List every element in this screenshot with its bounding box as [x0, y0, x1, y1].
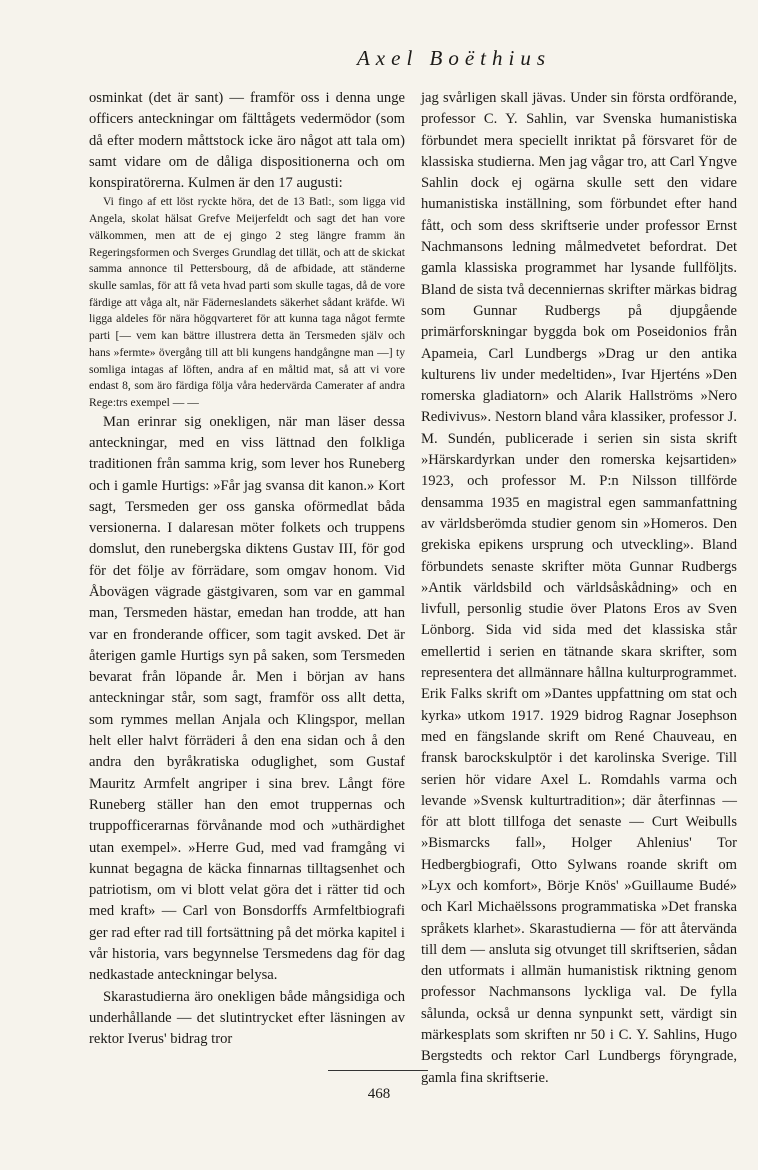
page-number: 468	[367, 1086, 391, 1102]
body-paragraph: Skarastudierna äro onekligen både mångsidiga och underhållande — det slutintrycket efter läsningen av rektor Iverus' bidrag tror	[89, 988, 405, 1048]
body-paragraph: osminkat (det är sant) — framför oss i denna unge officers anteckningar om fälttågets vedermödor (som då efter modern måttstock icke äro något att tala om) samt vidare om de dåliga dispositionerna och om konspiratörerna. Kulmen är den 17 augusti:	[89, 90, 405, 192]
right-column	[421, 88, 737, 1089]
body-paragraph: Man erinrar sig onekligen, när man läser dessa anteckningar, med en viss lättnad den folkliga traditionen från samma krig, som lever hos Runeberg och i gamle Hurtigs: »Får jag svansa dit kanon.» Kort sagt, Tersmeden ger oss ganska oförmedlat båda versionerna. I dalaresan möter folkets och truppens domslut, den runebergska diktens Gustav III, för god för det följe av förrädare, som omgav honom. Vid Åbovägen vägrade gästgivaren, som var en gammal man, Tersmeden hästar, emedan han trodde, att han var en fronderande officer, som tagit avsked. Det är återigen gamle Hurtigs syn på saken, som Tersmeden bevarat från löpande år. Men i början av hans anteckningar står, som sagt, framför oss allt detta, som rymmes mellan Anjala och Klingspor, mellan helt eller halvt förräderi å den ena sidan och å den andra den byråkratiska oduglighet, som Gustaf Mauritz Armfelt angriper i sina brev. Långt före Runeberg ställer han den emot truppernas och truppofficerarnas förvånande mod och »uthärdighet utan exempel». »Herre Gud, med vad framgång vi kunnat begagna de käcka finnarnas tilltagsenhet och patriotism, om vi blott velat göra det i rätter tid och med kraft» — Carl von Bonsdorffs Armfeltbiografi ger rad efter rad till fortsättning på det mörka kapitel i vår historia, vars begynnelse Tersmedens dag för dag nedkastade anteckningar belysa.	[89, 413, 405, 984]
block-quote: Vi fingo af ett löst ryckte höra, det de 13 Batl:, som ligga vid Angela, skolat hälsat Grefve Meijerfeldt och sagt det han vore välkommen, men att de ej gingo 2 steg längre framm än Regeringsformen och Sverges Grundlag det tillät, och att de skickat samma annonce til Pettersbourg, då de afbidade, att ständerne skulle samlas, för att få veta hvad parti som skulle tagas, då de vore färdige att våga alt, när Fäderneslandets säkerhet sådant kräfde. Wi ligga aldeles för nära högqvarteret för att kunna taga något fermte parti [— vem kan bättre illustrera detta än Tersmeden själv och hans »fermte» övergång till att bli kungens handgångne man —] ty somliga intagas af löften, andra af en måltid mat, så att vi vore endast 8, som äro färdiga följa våra hedervärda Camerater af andra Rege:trs exempel — —	[89, 195, 405, 409]
running-title: Axel Boëthius	[356, 46, 552, 70]
left-column	[89, 88, 405, 1051]
body-paragraph: jag svårligen skall jävas. Under sin första ordförande, professor C. Y. Sahlin, var Svenska humanistiska förbundet mera speciellt inriktat på försvaret för de klassiska studierna. Men jag vågar tro, att Carl Yngve Sahlin dock ej ogärna skulle sett den vidare humanistiska inställning, som förbundet efter hand fått, och som dess skriftserie under professor Ernst Nachmansons ledning målmedvetet befordrat. Det gamla klassiska programmet har lysande fullföljts. Bland de sista två decenniernas skrifter märkas bidrag som Gunnar Rudbergs på djupgående primärforskningar byggda bok om Poseidonios från Apameia, Carl Lundbergs »Drag ur den antika kulturens liv under medeltiden», Ivar Hjerténs »Den romerska gladiatorn» och Alarik Hallströms »Nero Redivivus». Nestorn bland våra klassiker, professor J. M. Sundén, publicerade i serien sin sista skrift »Härskardyrkan under den romerska kejsartiden» 1923, och professor M. P:n Nilsson tillförde densamma 1935 en magistral egen sammanfattning av världsberömda studier genom sin »Homeros. Den grekiska epikens ursprung och utveckling». Bland förbundets senaste skrifter möta Gunnar Rudbergs »Antik världsbild och världsåskådning» och en livfull, personlig studie över Platons Eros av Sven Lönborg. Sida vid sida med det klassiska står emellertid i serien en tätnande skara skrifter, som representera det allmännare hållna kulturprogrammet. Erik Falks skrift om »Dantes uppfattning om stat och kyrka» utkom 1917. 1929 bidrog Ragnar Josephson med en fängslande skrift om René Chauveau, en fransk barockskulptör i det karolinska Sverige. Till serien hör vidare Axel L. Romdahls varma och levande »Svensk kulturtradition»; där återfinnas — för att blott tillfoga det senaste — Curt Weibulls »Bismarcks fall», Holger Ahlenius' Tor Hedbergbiografi, Otto Sylwans roande skrift om »Lyx och komfort», Börje Knös' »Guillaume Budé» och Karl Michaëlssons programmatiska »Det franska språkets klarhet». Skarastudierna — för att återvända till dem — ansluta sig otvunget till skriftserien, sådan den utformats i allmän humanistisk riktning genom professor Nachmansons lyckliga val. De fylla sålunda, också ur denna synpunkt sett, värdigt sin märkesplats som skriften nr 50 i C. Y. Sahlins, Hugo Bergstedts och rektor Carl Lundbergs föryngrade, gamla fina skriftserie.	[421, 90, 737, 1086]
footer-rule	[328, 1070, 428, 1071]
